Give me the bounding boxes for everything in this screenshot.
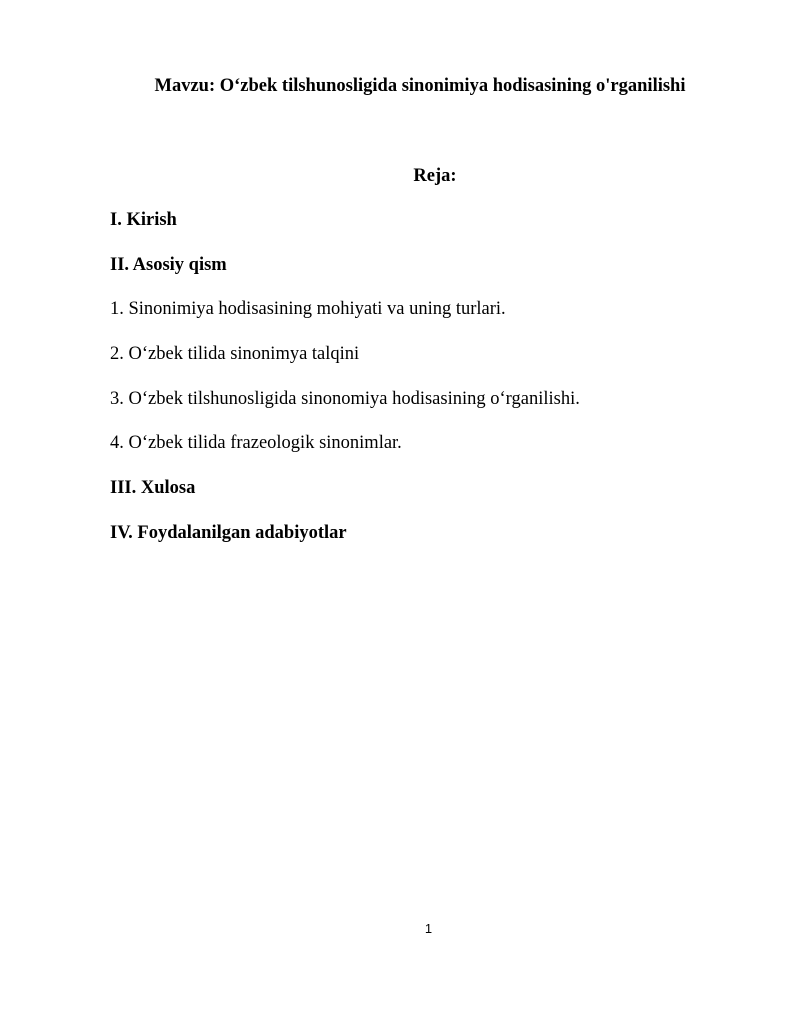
plan-item-introduction: I. Kirish <box>110 210 177 230</box>
page-title: Mavzu: O‘zbek tilshunosligida sinonimiya hodisasining o'rganilishi <box>154 76 686 96</box>
plan-subitem-1: 1. Sinonimiya hodisasining mohiyati va uning turlari. <box>110 299 506 319</box>
plan-subitem-4: 4. O‘zbek tilida frazeologik sinonimlar. <box>110 433 402 453</box>
page-number: 1 <box>424 921 433 936</box>
plan-item-main-part: II. Asosiy qism <box>110 255 227 275</box>
plan-heading: Reja: <box>413 166 457 186</box>
plan-subitem-2: 2. O‘zbek tilida sinonimya talqini <box>110 344 360 364</box>
plan-item-conclusion: III. Xulosa <box>110 478 196 498</box>
plan-item-references: IV. Foydalanilgan adabiyotlar <box>110 523 347 543</box>
plan-subitem-3: 3. O‘zbek tilshunosligida sinonomiya hodisasining o‘rganilishi. <box>110 389 580 409</box>
